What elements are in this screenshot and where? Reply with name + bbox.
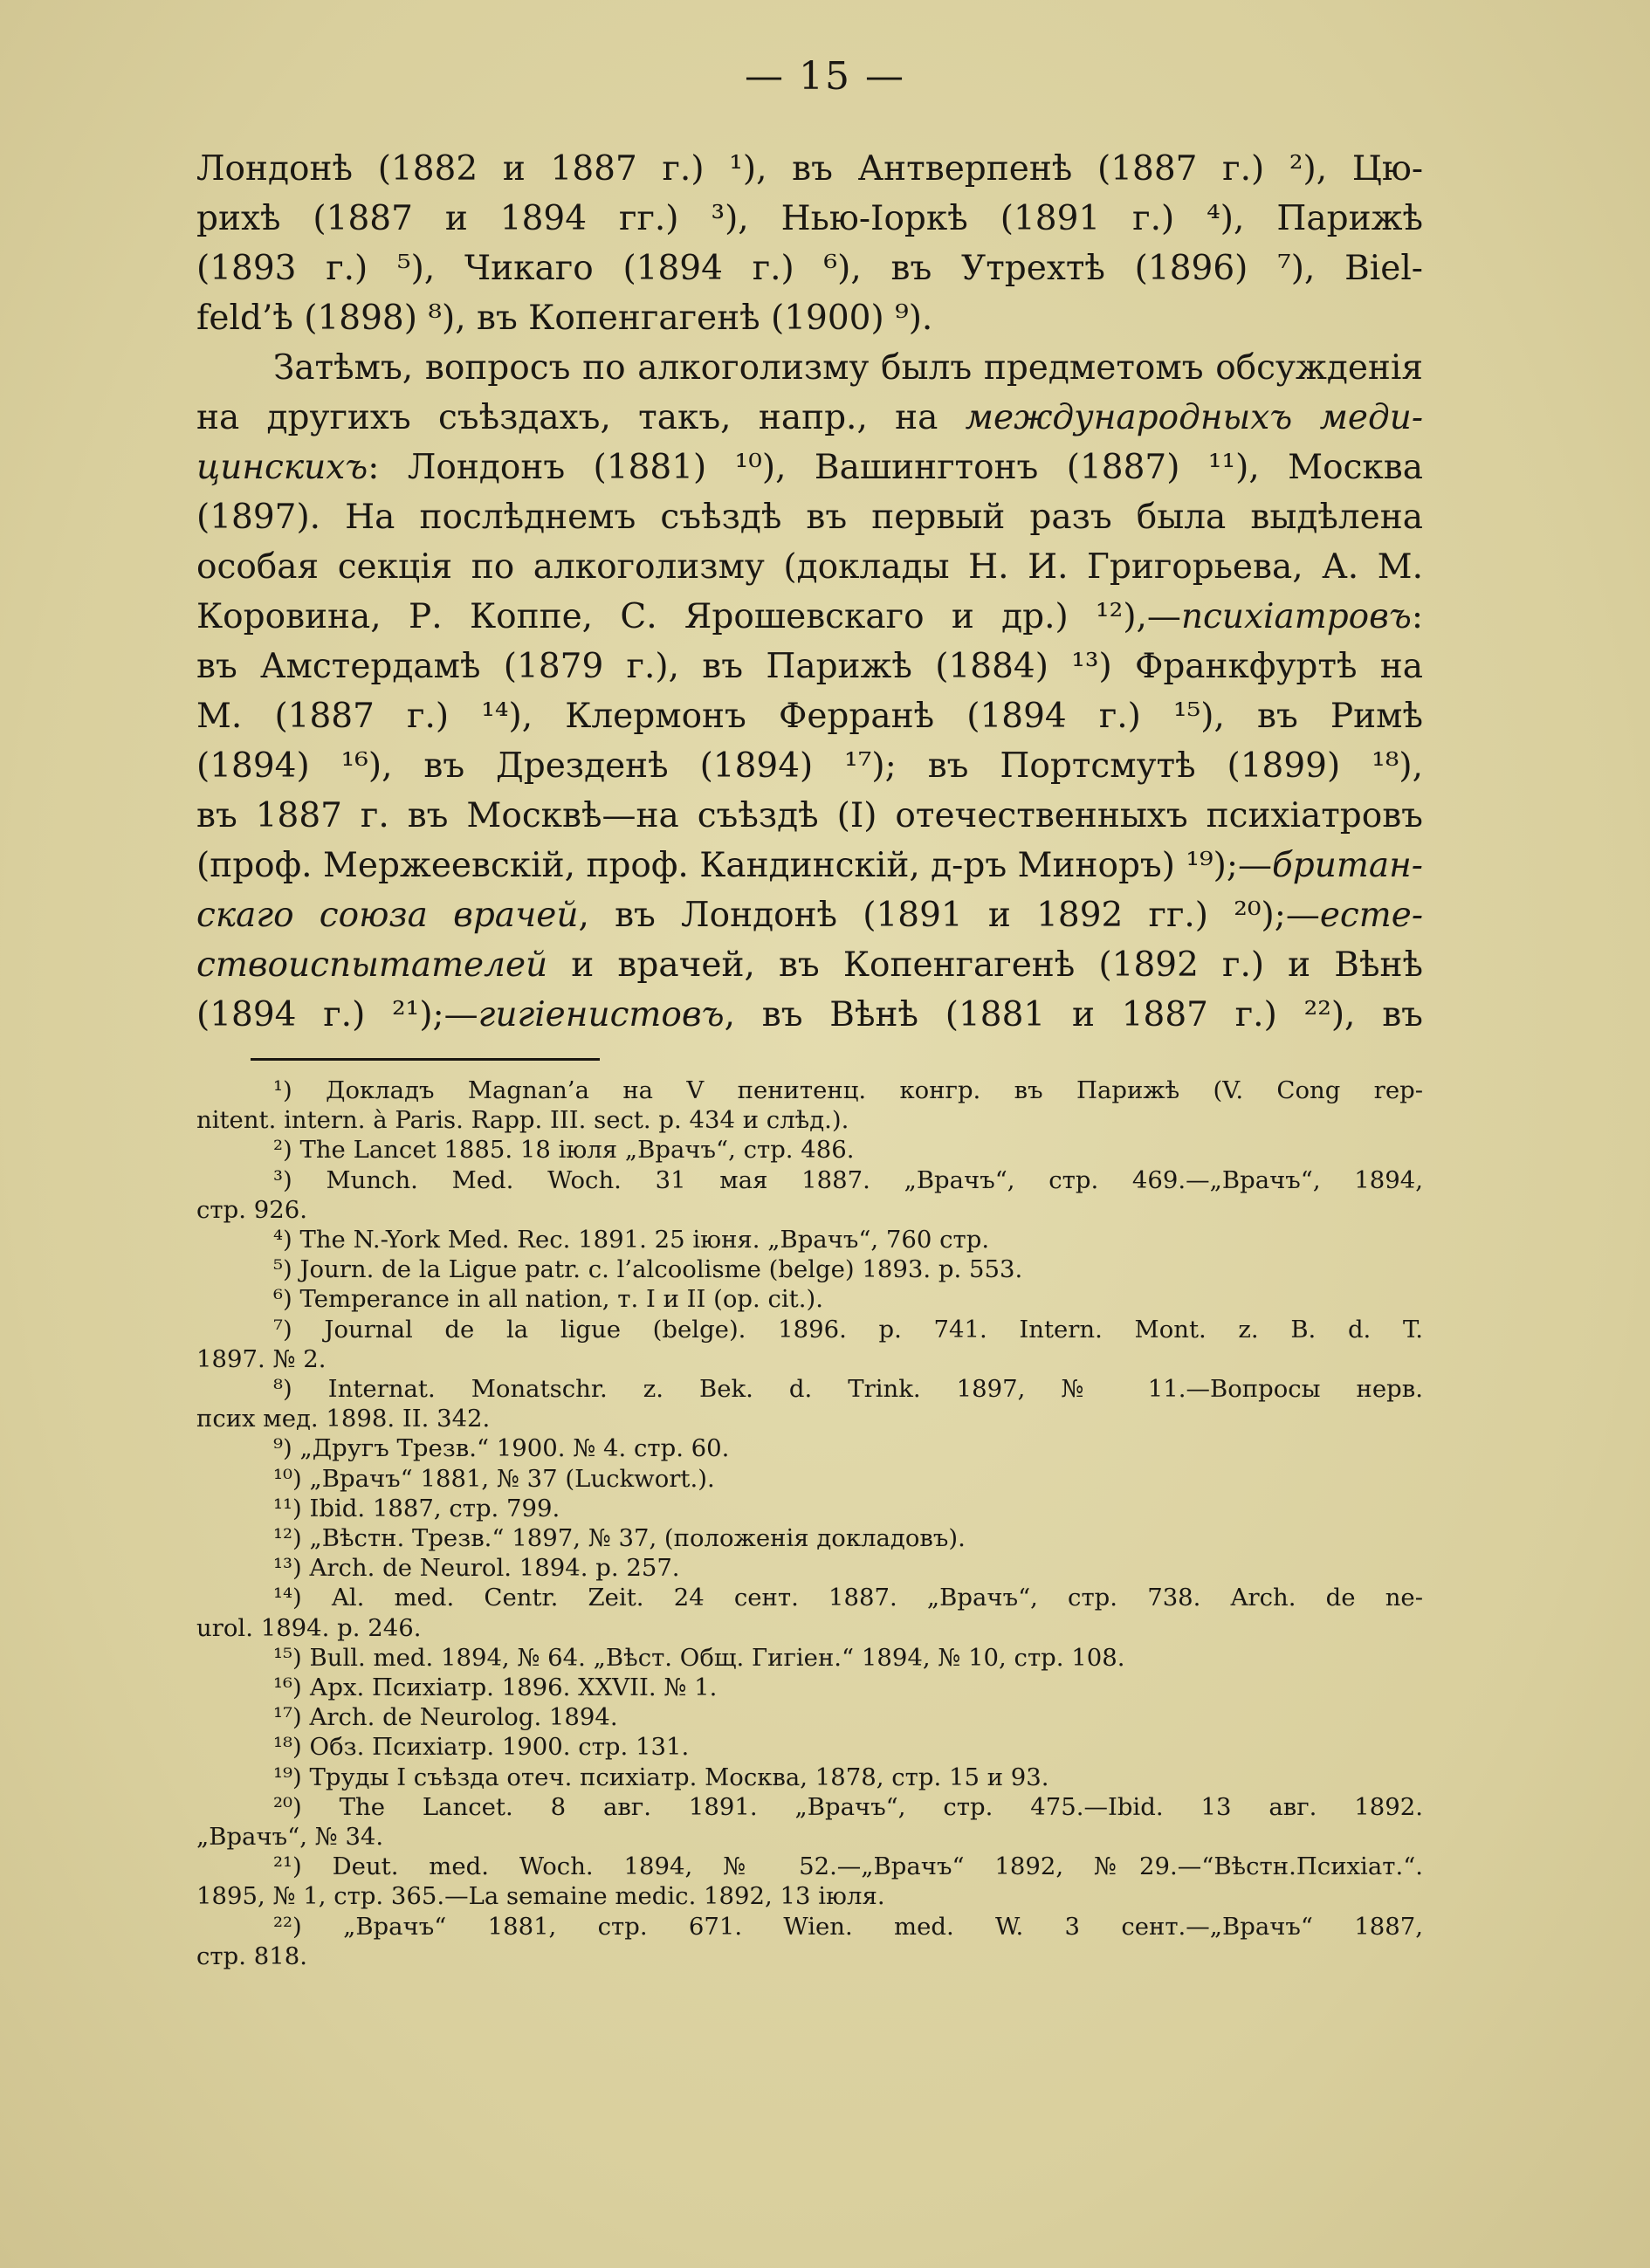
text-line: (1894) ¹⁶), въ Дрезденѣ (1894) ¹⁷); въ Портсмутѣ (1899) ¹⁸), <box>196 746 1423 786</box>
text-line: особая секція по алкоголизму (доклады Н. И. Григорьева, А. М. <box>196 547 1423 587</box>
text-line <box>196 841 1423 890</box>
footnote-line: ¹⁷) Arch. de Neurolog. 1894. <box>273 1703 618 1732</box>
footnote-line: ¹²) „Вѣстн. Трезв.“ 1897, № 37, (положенія докладовъ). <box>273 1524 966 1553</box>
footnote-line: „Врачъ“, № 34. <box>196 1823 384 1852</box>
footnote-line: ⁴) The N.-York Med. Rec. 1891. 25 іюня. „Врачъ“, 760 стр. <box>273 1226 990 1254</box>
text-line: М. (1887 г.) ¹⁴), Клермонъ Ферранѣ (1894 г.) ¹⁵), въ Римѣ <box>196 697 1423 736</box>
footnote-line: ¹¹) Ibid. 1887, стр. 799. <box>273 1494 560 1522</box>
footnote-line: ¹⁴) Al. med. Centr. Zeit. 24 сент. 1887. „Врачъ“, стр. 738. Arch. de ne- <box>273 1584 1423 1612</box>
footnote-line: 1897. № 2. <box>196 1344 327 1373</box>
main-text <box>196 144 1423 1040</box>
footnote-line: ²) The Lancet 1885. 18 іюля „Врачъ“, стр. 486. <box>273 1136 855 1165</box>
italic-fragment: есте- <box>1319 896 1424 935</box>
footnote-line: ¹⁹) Труды I съѣзда отеч. психіатр. Москва, 1878, стр. 15 и 93. <box>273 1763 1049 1791</box>
footnote-line: псих мед. 1898. II. 342. <box>196 1405 491 1433</box>
footnote-line: ⁵) Journ. de la Ligue patr. c. l’alcoolisme (belge) 1893. p. 553. <box>273 1255 1023 1284</box>
footnote-line: ¹⁰) „Врачъ“ 1881, № 37 (Luckwort.). <box>273 1464 715 1493</box>
text-line <box>196 393 1423 443</box>
footnote-line: ⁶) Temperance in all nation, т. I и II (op. cit.). <box>273 1285 823 1314</box>
italic-fragment: психіатровъ <box>1180 597 1412 636</box>
text-fragment: , въ Вѣнѣ (1881 и 1887 г.) ²²), въ <box>724 995 1423 1034</box>
footnote-line: nitent. intern. à Paris. Rapp. III. sect. p. 434 и слѣд.). <box>196 1106 849 1135</box>
text-fragment: (проф. Мержеевскій, проф. Кандинскій, д-ръ Миноръ) ¹⁹);— <box>196 846 1272 885</box>
italic-fragment: международныхъ меди- <box>965 398 1423 437</box>
footnote-line: ²⁰) The Lancet. 8 авг. 1891. „Врачъ“, стр. 475.—Ibid. 13 авг. 1892. <box>273 1792 1423 1821</box>
text-fragment: : <box>1411 597 1423 636</box>
footnote-line: ⁸) Internat. Monatschr. z. Bek. d. Trink. 1897, № 11.—Вопросы нерв. <box>273 1375 1423 1404</box>
text-line <box>196 592 1423 642</box>
text-fragment: , въ Лондонѣ (1891 и 1892 гг.) ²⁰);— <box>578 896 1320 935</box>
text-line: (1897). На послѣднемъ съѣздѣ въ первый разъ была выдѣлена <box>196 498 1423 537</box>
footnote-line: ¹) Докладъ Magnan’a на V пенитенц. конгр. въ Парижѣ (V. Cong rep- <box>273 1076 1423 1104</box>
page-number: — 15 — <box>745 54 905 99</box>
footnote-line: ³) Munch. Med. Woch. 31 мая 1887. „Врачъ“, стр. 469.—„Врачъ“, 1894, <box>273 1165 1423 1194</box>
footnotes <box>196 1076 1423 1971</box>
text-fragment: и врачей, въ Копенгагенѣ (1892 г.) и Вѣнѣ <box>547 945 1423 985</box>
footnote-line: ¹⁵) Bull. med. 1894, № 64. „Вѣст. Общ. Гигіен.“ 1894, № 10, стр. 108. <box>273 1643 1125 1672</box>
text-fragment: Коровина, Р. Коппе, С. Ярошевскаго и др.) ¹²),— <box>196 597 1181 636</box>
footnote-line: стр. 818. <box>196 1942 307 1970</box>
footnote-line: ⁷) Journal de la ligue (belge). 1896. p. 741. Intern. Mont. z. B. d. T. <box>273 1315 1423 1344</box>
text-fragment: на другихъ съѣздахъ, такъ, напр., на <box>196 398 966 437</box>
text-fragment: : Лондонъ (1881) ¹⁰), Вашингтонъ (1887) ¹¹), Москва <box>368 448 1423 487</box>
text-line <box>196 940 1423 990</box>
footnote-line: ¹³) Arch. de Neurol. 1894. p. 257. <box>273 1554 680 1583</box>
text-line: feld’ѣ (1898) ⁸), въ Копенгагенѣ (1900) ⁹). <box>196 299 933 338</box>
text-line: Лондонѣ (1882 и 1887 г.) ¹), въ Антверпенѣ (1887 г.) ²), Цю- <box>196 149 1423 189</box>
footnote-divider <box>251 1058 600 1061</box>
text-line: Затѣмъ, вопросъ по алкоголизму былъ предметомъ обсужденія <box>273 348 1423 388</box>
italic-fragment: цинскихъ <box>196 448 368 487</box>
footnote-line: ¹⁶) Арх. Психіатр. 1896. XXVII. № 1. <box>273 1674 718 1702</box>
text-line: рихѣ (1887 и 1894 гг.) ³), Нью-Іоркѣ (1891 г.) ⁴), Парижѣ <box>196 199 1423 238</box>
footnote-line: 1895, № 1, стр. 365.—La semaine medic. 1892, 13 іюля. <box>196 1882 885 1911</box>
text-line <box>196 890 1423 940</box>
footnote-line: стр. 926. <box>196 1195 307 1224</box>
footnote-line: ²¹) Deut. med. Woch. 1894, № 52.—„Врачъ“ 1892, №29.—“Вѣстн.Психіат.“. <box>273 1852 1423 1881</box>
footnote-line: ¹⁸) Обз. Психіатр. 1900. стр. 131. <box>273 1733 690 1762</box>
footnote-line: ²²) „Врачъ“ 1881, стр. 671. Wien. med. W. 3 сент.—„Врачъ“ 1887, <box>273 1912 1423 1941</box>
text-line: въ 1887 г. въ Москвѣ—на съѣздѣ (I) отечественныхъ психіатровъ <box>196 796 1423 835</box>
italic-fragment: британ- <box>1272 846 1423 885</box>
footnote-line: urol. 1894. p. 246. <box>196 1613 422 1642</box>
text-fragment: (1894 г.) ²¹);— <box>196 995 478 1034</box>
text-line <box>196 990 1423 1040</box>
text-line <box>196 443 1423 492</box>
italic-fragment: гигіенистовъ <box>478 995 725 1034</box>
italic-fragment: ствоиспытателей <box>196 945 548 985</box>
text-line: въ Амстердамѣ (1879 г.), въ Парижѣ (1884) ¹³) Франкфуртѣ на <box>196 647 1423 686</box>
text-line: (1893 г.) ⁵), Чикаго (1894 г.) ⁶), въ Утрехтѣ (1896) ⁷), Biel- <box>196 249 1423 288</box>
italic-fragment: скаго союза врачей <box>196 896 579 935</box>
footnote-line: ⁹) „Другъ Трезв.“ 1900. № 4. стр. 60. <box>273 1434 730 1463</box>
